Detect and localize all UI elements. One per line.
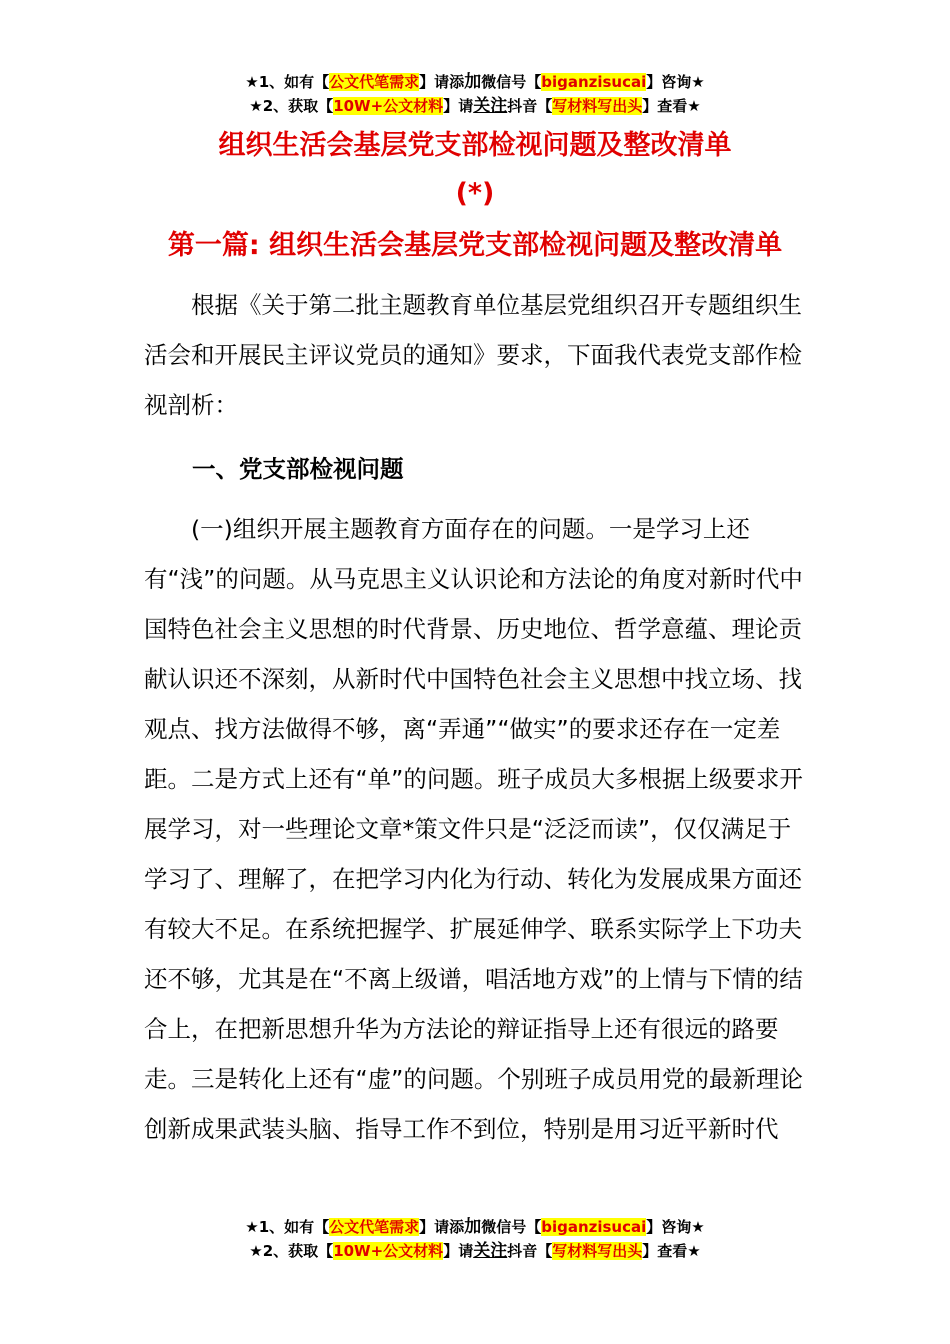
promo-text: ★1、如有【: [245, 1218, 330, 1236]
promo-line-1: [0, 1215, 950, 1239]
section-heading: 一、党支部检视问题: [192, 455, 404, 483]
document-subtitle: (*): [455, 178, 495, 209]
promo-text: ★2、获取【: [249, 97, 334, 115]
promo-text: 】查看★: [642, 97, 701, 115]
promo-highlight: 公文代笔需求: [329, 1218, 420, 1236]
promo-emphasis: 加: [464, 1217, 482, 1237]
promo-text: 微信号【: [481, 73, 542, 91]
promo-highlight: 公文代笔需求: [329, 73, 420, 91]
promo-banner-bottom: [0, 1215, 950, 1263]
intro-paragraph-block: [144, 280, 808, 430]
promo-highlight: 写材料写出头: [552, 1242, 643, 1260]
body-paragraph-block: [144, 504, 808, 1154]
promo-text: 】请添: [419, 1218, 465, 1236]
promo-emphasis: 关注: [473, 1241, 508, 1261]
promo-highlight: 10W+公文材料: [333, 1242, 444, 1260]
promo-text: 抖音【: [507, 97, 553, 115]
promo-text: 抖音【: [507, 1242, 553, 1260]
intro-paragraph: 根据《关于第二批主题教育单位基层党组织召开专题组织生活会和开展民主评议党员的通知》要求，下面我代表党支部作检视剖析：: [144, 291, 802, 419]
promo-line-2: [0, 94, 950, 118]
promo-text: 】咨询★: [646, 1218, 705, 1236]
promo-text: ★2、获取【: [249, 1242, 334, 1260]
promo-emphasis: 加: [464, 72, 482, 92]
document-title: 组织生活会基层党支部检视问题及整改清单: [218, 130, 732, 161]
promo-highlight: biganzisucai: [541, 73, 647, 91]
promo-highlight: biganzisucai: [541, 1218, 647, 1236]
chapter-title: 第一篇: 组织生活会基层党支部检视问题及整改清单: [167, 230, 783, 261]
promo-text: 】请添: [419, 73, 465, 91]
promo-banner-top: [0, 70, 950, 118]
promo-text: 】请: [443, 97, 474, 115]
promo-line-1: [0, 70, 950, 94]
promo-text: 】查看★: [642, 1242, 701, 1260]
promo-text: ★1、如有【: [245, 73, 330, 91]
promo-highlight: 10W+公文材料: [333, 97, 444, 115]
promo-text: 】咨询★: [646, 73, 705, 91]
promo-text: 微信号【: [481, 1218, 542, 1236]
body-paragraph: (一)组织开展主题教育方面存在的问题。一是学习上还有“浅”的问题。从马克思主义认识论和方法论的角度对新时代中国特色社会主义思想的时代背景、历史地位、哲学意蕴、理论贡献认识还不深刻，从新时代中国特色社会主义思想中找立场、找观点、找方法做得不够，离“弄通”“做实”的要求还存在一定差距。二是方式上还有“单”的问题。班子成员大多根据上级要求开展学习，对一些理论文章*策文件只是“泛泛而读”，仅仅满足于学习了、理解了，在把学习内化为行动、转化为发展成果方面还有较大不足。在系统把握学、扩展延伸学、联系实际学上下功夫还不够，尤其是在“不离上级谱，唱活地方戏”的上情与下情的结合上，在把新思想升华为方法论的辩证指导上还有很远的路要走。三是转化上还有“虚”的问题。个别班子成员用党的最新理论创新成果武装头脑、指导工作不到位，特别是用习近平新时代: [144, 515, 803, 1143]
promo-text: 】请: [443, 1242, 474, 1260]
promo-emphasis: 关注: [473, 96, 508, 116]
promo-highlight: 写材料写出头: [552, 97, 643, 115]
promo-line-2: [0, 1239, 950, 1263]
